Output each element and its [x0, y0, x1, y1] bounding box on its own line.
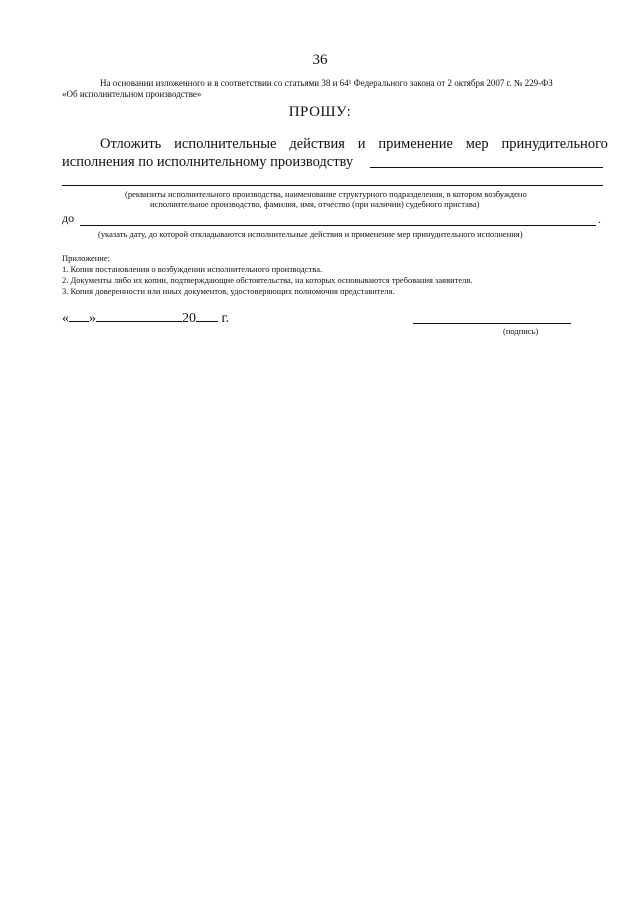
request-text-line-2: исполнения по исполнительному производству — [62, 154, 354, 170]
until-period: . — [598, 212, 601, 226]
date-close-quote: » — [89, 311, 96, 326]
request-title: ПРОШУ: — [288, 104, 352, 120]
day-field[interactable] — [69, 309, 89, 322]
enforcement-case-field-continued[interactable] — [62, 185, 603, 186]
postpone-until-date-field[interactable] — [80, 225, 596, 226]
attachment-item: 3. Копия доверенности или иных документов, удостоверяющих полномочия представителя. — [62, 286, 395, 296]
requisites-caption-line-1: (реквизиты исполнительного производства, наименование структурного подразделения, в котором возбуждено — [125, 189, 527, 199]
request-word: применение — [378, 136, 453, 152]
attachments-heading: Приложение: — [62, 253, 110, 263]
date-hint-caption: (указать дату, до которой откладываются исполнительные действия и применение мер принудительного исполнения) — [98, 229, 523, 239]
request-word: мер — [465, 136, 489, 152]
request-word: исполнительные — [174, 136, 277, 152]
request-word: принудительного — [501, 136, 608, 152]
page-number: 36 — [312, 52, 328, 68]
request-text-line-1 — [100, 136, 608, 153]
date-open-quote: « — [62, 311, 69, 326]
legal-basis-line-2: «Об исполнительном производстве» — [62, 89, 202, 99]
signature-caption: (подпись) — [503, 326, 539, 336]
request-word: Отложить — [100, 136, 162, 152]
enforcement-case-field[interactable] — [370, 167, 603, 168]
requisites-caption-line-2: исполнительное производство, фамилия, имя, отчество (при наличии) судебного пристава) — [150, 199, 480, 209]
signature-field[interactable] — [413, 323, 571, 324]
date-block — [62, 309, 229, 327]
year-prefix: 20 — [182, 311, 196, 326]
attachment-item: 1. Копия постановления о возбуждении исполнительного производства. — [62, 264, 323, 274]
month-field[interactable] — [96, 309, 182, 322]
year-field[interactable] — [196, 309, 218, 322]
attachment-item: 2. Документы либо их копии, подтверждающие обстоятельства, на которых основываются требования заявителя. — [62, 275, 473, 285]
legal-basis-line-1: На основании изложенного и в соответствии со статьями 38 и 64¹ Федерального закона от 2 октября 2007 г. № 229-ФЗ — [100, 78, 553, 88]
request-word: действия — [289, 136, 345, 152]
until-label: до — [62, 211, 75, 225]
request-word: и — [357, 136, 366, 152]
year-suffix: г. — [221, 311, 230, 326]
